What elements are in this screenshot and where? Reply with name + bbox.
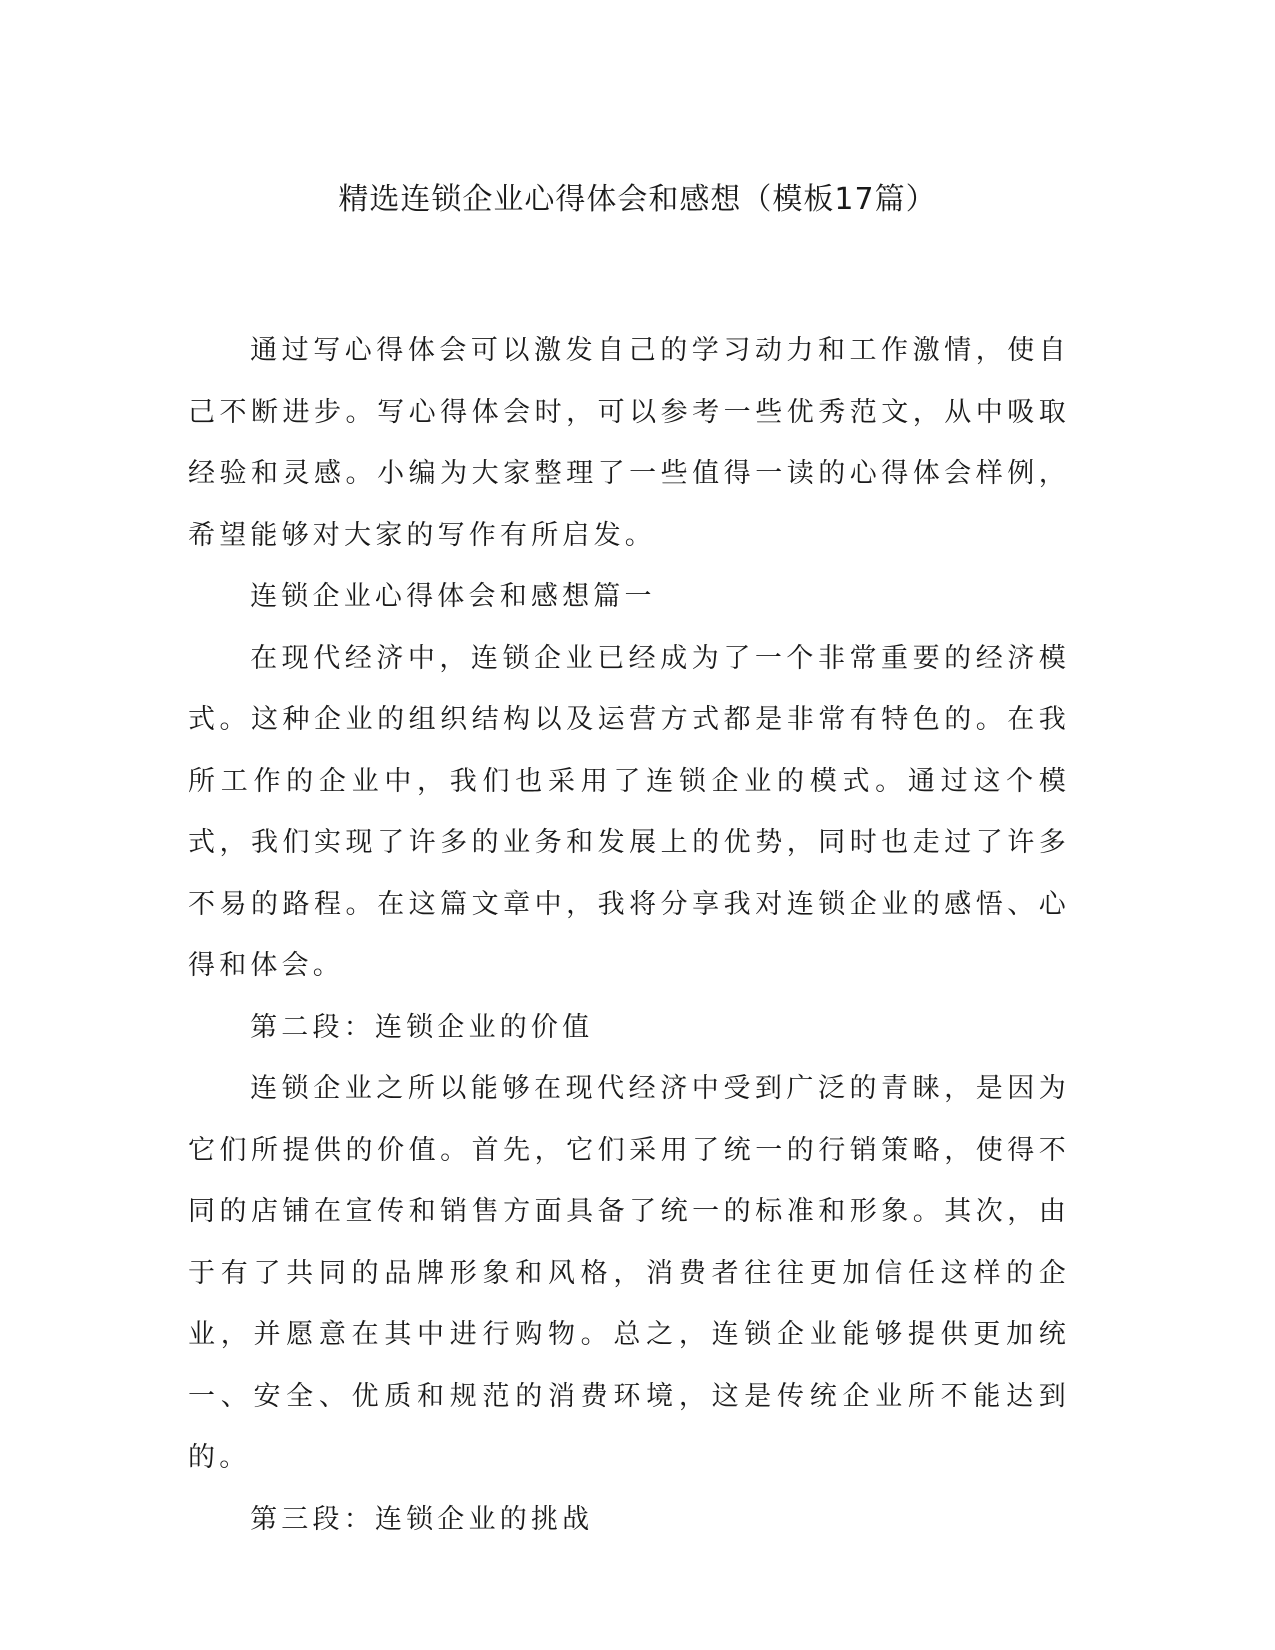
section-heading-part-one: 连锁企业心得体会和感想篇一 xyxy=(250,581,656,612)
document-title: 精选连锁企业心得体会和感想（模板17篇） xyxy=(338,182,937,217)
body-paragraph: 在现代经济中，连锁企业已经成为了一个非常重要的经济模式。这种企业的组织结构以及运营方式都是非常有特色的。在我所工作的企业中，我们也采用了连锁企业的模式。通过这个模式，我们实现了许多的业务和发展上的优势，同时也走过了许多不易的路程。在这篇文章中，我将分享我对连锁企业的感悟、心得和体会。 xyxy=(188,642,1070,981)
section-heading-challenge: 第三段：连锁企业的挑战 xyxy=(250,1503,594,1535)
body-paragraph: 连锁企业之所以能够在现代经济中受到广泛的青睐，是因为它们所提供的价值。首先，它们采用了统一的行销策略，使得不同的店铺在宣传和销售方面具备了统一的标准和形象。其次，由于有了共同的品牌形象和风格，消费者往往更加信任这样的企业，并愿意在其中进行购物。总之，连锁企业能够提供更加统一、安全、优质和规范的消费环境，这是传统企业所不能达到的。 xyxy=(188,1073,1070,1473)
section-heading-value: 第二段：连锁企业的价值 xyxy=(250,1011,594,1043)
intro-paragraph: 通过写心得体会可以激发自己的学习动力和工作激情，使自己不断进步。写心得体会时，可以参考一些优秀范文，从中吸取经验和灵感。小编为大家整理了一些值得一读的心得体会样例，希望能够对大家的写作有所启发。 xyxy=(188,335,1070,551)
document-body xyxy=(188,320,1070,1550)
